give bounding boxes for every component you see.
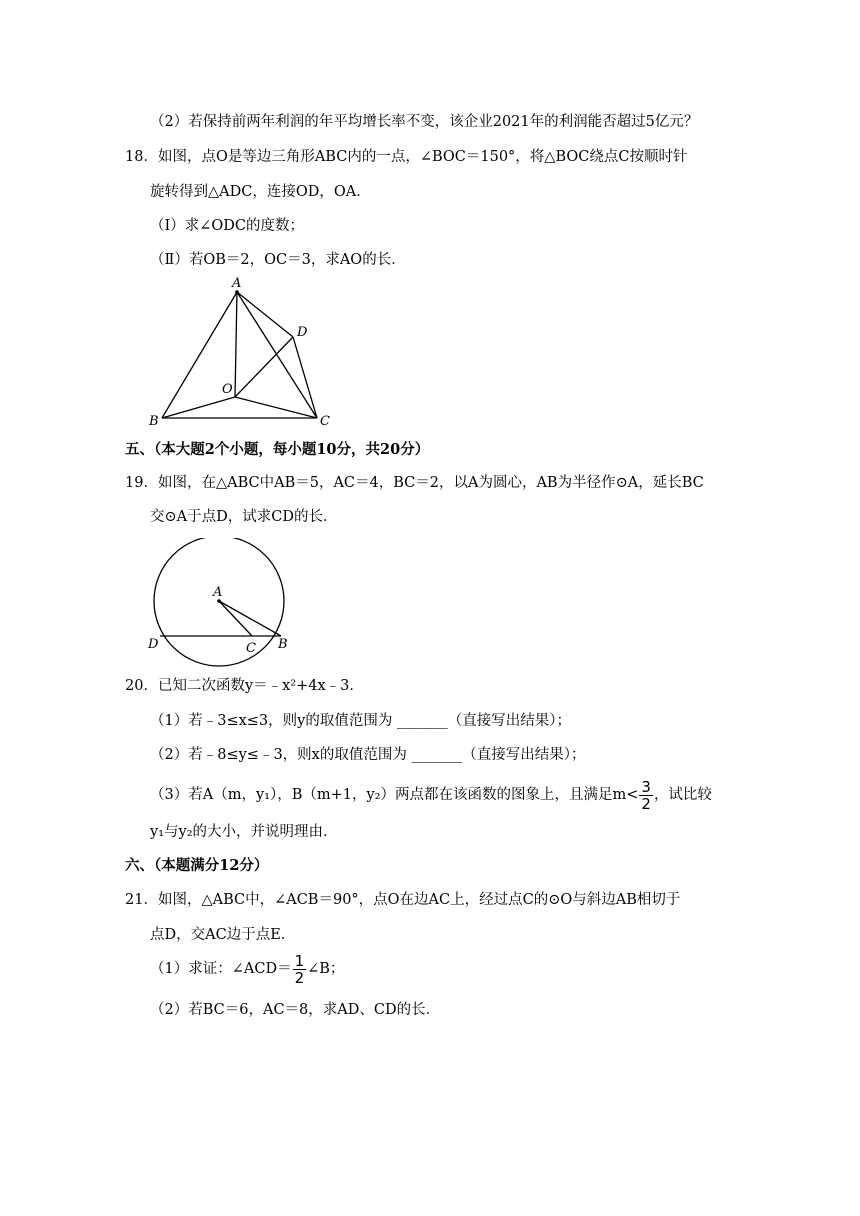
q19-label-d: D <box>148 637 159 652</box>
q20-part1: （1）若﹣3≤x≤3，则y的取值范围为 _______（直接写出结果）； <box>150 713 571 729</box>
q20-fraction-numerator: 3 <box>641 777 651 796</box>
q17-part2: （2）若保持前两年利润的年平均增长率不变，该企业2021年的利润能否超过5亿元？ <box>150 114 699 130</box>
q21-fraction <box>293 953 307 986</box>
q18-triangle-figure <box>140 272 340 432</box>
q19-label-a: A <box>213 585 223 600</box>
q18-label-d: D <box>297 325 308 340</box>
q19-stem-line1: 19．如图，在△ABC中AB＝5，AC＝4，BC＝2，以A为圆心，AB为半径作⊙A，延长BC <box>125 475 704 491</box>
q21-stem-line2: 点D，交AC边于点E． <box>150 927 296 943</box>
q21-fraction-denominator: 2 <box>294 968 305 987</box>
q20-part3 <box>150 778 712 812</box>
q18-label-c: C <box>320 414 330 429</box>
q20-stem: 20．已知二次函数y＝﹣x²+4x﹣3． <box>125 678 364 694</box>
q19-label-c: C <box>246 641 256 656</box>
q20-fraction <box>639 779 653 812</box>
q21-part1-text-a: （1）求证：∠ACD＝ <box>150 961 292 977</box>
q20-part3-line2: y₁与y₂的大小，并说明理由． <box>150 824 338 840</box>
q18-part1: （Ⅰ）求∠ODC的度数； <box>150 218 304 234</box>
q18-stem-line1: 18．如图，点O是等边三角形ABC内的一点，∠BOC＝150°，将△BOC绕点C按顺时针 <box>125 149 688 165</box>
q21-part2: （2）若BC＝6，AC＝8，求AD、CD的长． <box>150 1002 441 1018</box>
q21-part1 <box>150 952 344 986</box>
q20-part3-text-a: （3）若A（m，y₁），B（m+1，y₂）两点都在该函数的图象上，且满足m< <box>150 787 639 803</box>
q20-part2: （2）若﹣8≤y≤﹣3，则x的取值范围为 _______（直接写出结果）； <box>150 747 586 763</box>
q20-part3-text-b: ，试比较 <box>653 787 712 803</box>
q18-part2: （Ⅱ）若OB＝2，OC＝3，求AO的长． <box>150 252 406 268</box>
q18-label-a: A <box>232 276 242 291</box>
q21-fraction-numerator: 1 <box>294 951 305 970</box>
section-6-heading: 六、（本题满分12分） <box>125 857 269 874</box>
q21-stem-line1: 21．如图，△ABC中，∠ACB＝90°，点O在边AC上，经过点C的⊙O与斜边AB相切于 <box>125 892 681 908</box>
q20-fraction-denominator: 2 <box>641 794 651 813</box>
q18-stem-line2: 旋转得到△ADC，连接OD，OA． <box>150 184 371 200</box>
q19-stem-line2: 交⊙A于点D，试求CD的长． <box>150 509 338 525</box>
section-5-heading: 五、（本大题2个小题，每小题10分，共20分） <box>125 441 430 458</box>
q21-part1-text-b: ∠B； <box>307 961 345 977</box>
q19-circle-figure <box>140 538 310 668</box>
q18-label-o: O <box>222 382 233 397</box>
q19-label-b: B <box>278 637 288 652</box>
q18-label-b: B <box>149 414 159 429</box>
